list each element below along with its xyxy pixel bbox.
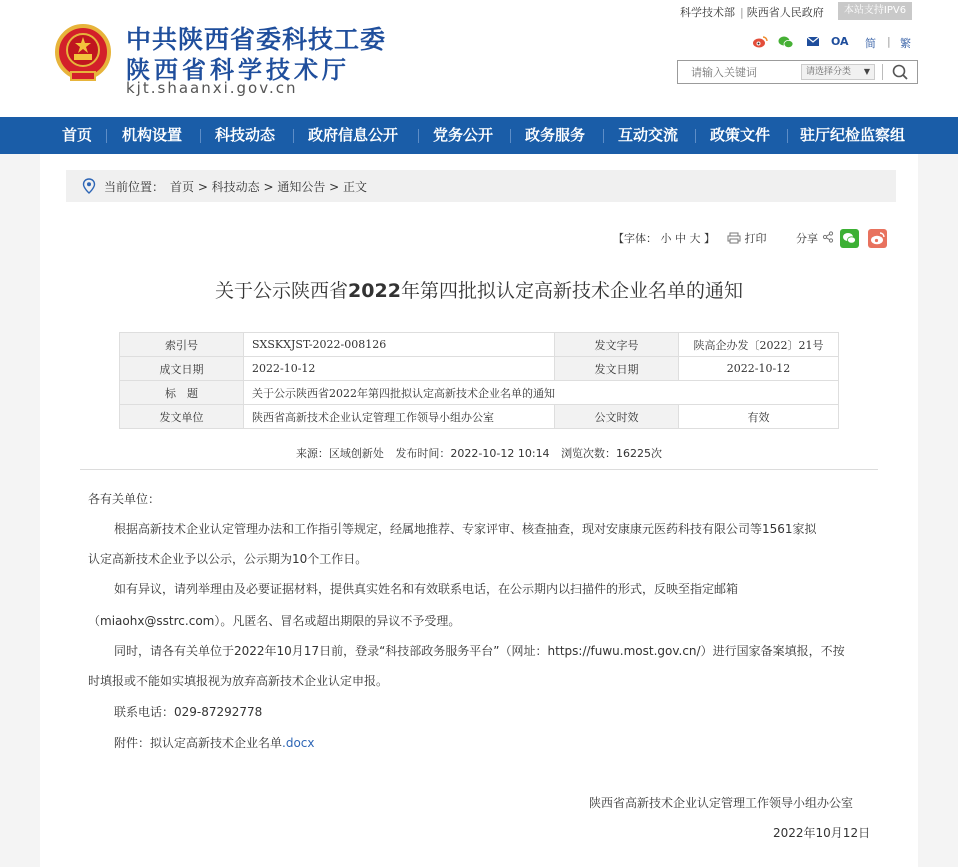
meta-issuer-value: 陕西省高新技术企业认定管理工作领导小组办公室 — [244, 405, 555, 429]
chevron-down-icon: ▼ — [863, 67, 870, 76]
article-publish-time: 发布时间：2022-10-12 10:14 — [395, 447, 550, 460]
share-weibo-button[interactable] — [868, 229, 887, 248]
breadcrumb — [66, 170, 896, 202]
font-size-tool — [613, 230, 715, 246]
share-wechat-button[interactable] — [840, 229, 859, 248]
search-divider — [882, 64, 883, 80]
font-small-button[interactable]: 小 — [660, 232, 672, 245]
content-divider — [80, 469, 878, 470]
nav-item-gov-info[interactable]: 政府信息公开 — [308, 126, 399, 144]
attachment-line — [114, 734, 315, 751]
font-tool-close: 】 — [704, 232, 715, 245]
contact-phone: 联系电话：029-87292778 — [114, 705, 263, 719]
font-large-button[interactable]: 大 — [689, 232, 701, 245]
title-prefix: 关于公示陕西省 — [215, 280, 349, 302]
ipv6-badge: 本站支持IPV6 — [838, 2, 912, 20]
main-nav — [0, 117, 958, 154]
location-pin-icon — [82, 178, 96, 194]
title-year: 2022 — [348, 280, 401, 302]
nav-divider — [695, 129, 696, 143]
meta-subject-value: 关于公示陕西省2022年第四批拟认定高新技术企业名单的通知 — [244, 381, 839, 405]
paragraph-1-line-1: 根据高新技术企业认定管理办法和工作指引等规定，经属地推荐、专家评审、核查抽查，现对安康康元医药科技有限公司等1561家拟 — [114, 522, 817, 536]
paragraph-1-line-2: 认定高新技术企业予以公示，公示期为10个工作日。 — [88, 552, 368, 566]
nav-divider — [510, 129, 511, 143]
meta-index-label: 索引号 — [120, 333, 244, 357]
meta-validity-value: 有效 — [679, 405, 839, 429]
paragraph-3-line-2: 时填报或不能如实填报视为放弃高新技术企业认定申报。 — [88, 674, 389, 688]
top-link-gov[interactable]: 陕西省人民政府 — [746, 6, 824, 19]
nav-item-home[interactable]: 首页 — [62, 126, 93, 144]
search-button[interactable] — [886, 62, 916, 82]
site-header — [0, 0, 958, 117]
meta-doc-no-value: 陕高企办发〔2022〕21号 — [679, 333, 839, 357]
article-card — [40, 154, 918, 867]
top-links: 科学技术部 | 陕西省人民政府 — [680, 6, 824, 19]
nav-item-tech-news[interactable]: 科技动态 — [215, 126, 276, 144]
lang-traditional-link[interactable]: 繁 — [900, 37, 911, 50]
meta-created-value: 2022-10-12 — [244, 357, 555, 381]
signature-date: 2022年10月12日 — [773, 826, 871, 840]
site-name-line2: 陕西省科学技术厅 — [126, 56, 350, 84]
site-domain: kjt.shaanxi.gov.cn — [126, 79, 298, 97]
attachment-label: 附件： — [114, 736, 151, 750]
search-icon — [886, 62, 916, 82]
nav-item-party-affairs[interactable]: 党务公开 — [433, 126, 494, 144]
meta-issued-value: 2022-10-12 — [679, 357, 839, 381]
nav-divider — [787, 129, 788, 143]
printer-icon — [727, 232, 741, 244]
signature: 陕西省高新技术企业认定管理工作领导小组办公室 — [589, 796, 854, 810]
nav-divider — [106, 129, 107, 143]
print-label: 打印 — [744, 232, 767, 245]
nav-divider — [200, 129, 201, 143]
lang-divider: | — [887, 35, 891, 48]
nav-divider — [293, 129, 294, 143]
article-info-line — [0, 445, 958, 461]
font-tool-label: 【字体： — [613, 232, 657, 245]
meta-doc-no-label: 发文字号 — [555, 333, 679, 357]
article-source: 来源：区域创新处 — [295, 447, 384, 460]
attachment-link[interactable]: .docx — [282, 736, 315, 750]
nav-divider — [603, 129, 604, 143]
paragraph-2-line-1: 如有异议，请列举理由及必要证据材料，提供真实姓名和有效联系电话，在公示期内以扫描件的形式，反映至指定邮箱 — [114, 582, 739, 596]
search-category-select[interactable] — [801, 64, 875, 80]
weibo-icon — [868, 229, 887, 248]
meta-index-value: SXSKXJST-2022-008126 — [244, 333, 555, 357]
document-meta-table — [119, 332, 839, 429]
wechat-icon — [840, 229, 859, 248]
meta-issuer-label: 发文单位 — [120, 405, 244, 429]
breadcrumb-path[interactable]: 首页 > 科技动态 > 通知公告 > 正文 — [170, 180, 368, 194]
article-title — [0, 276, 958, 303]
article-views: 浏览次数：16225次 — [561, 447, 663, 460]
meta-validity-label: 公文时效 — [555, 405, 679, 429]
site-name-line1: 中共陕西省委科技工委 — [126, 25, 387, 54]
nav-item-gov-services[interactable]: 政务服务 — [525, 126, 586, 144]
wechat-icon[interactable] — [778, 35, 794, 52]
weibo-icon[interactable] — [752, 35, 768, 52]
title-suffix: 年第四批拟认定高新技术企业名单的通知 — [400, 280, 743, 302]
salutation: 各有关单位： — [88, 492, 161, 506]
paragraph-2-line-2: （miaohx@sstrc.com）。凡匿名、冒名或超出期限的异议不予受理。 — [88, 614, 461, 628]
meta-created-label: 成文日期 — [120, 357, 244, 381]
meta-issued-label: 发文日期 — [555, 357, 679, 381]
paragraph-3-line-1: 同时，请各有关单位于2022年10月17日前，登录“科技部政务服务平台”（网址：https://fuwu.most.gov.cn/）进行国家备案填报，不按 — [114, 644, 845, 658]
search-category-label: 请选择分类 — [806, 67, 852, 77]
search-box — [677, 60, 918, 84]
top-link-most[interactable]: 科学技术部 — [680, 6, 735, 19]
meta-subject-label: 标 题 — [120, 381, 244, 405]
lang-simplified-link[interactable]: 简 — [865, 37, 876, 50]
nav-item-inspection[interactable]: 驻厅纪检监察组 — [800, 126, 906, 144]
nav-item-organization[interactable]: 机构设置 — [122, 126, 183, 144]
font-medium-button[interactable]: 中 — [675, 232, 686, 245]
attachment-name[interactable]: 拟认定高新技术企业名单 — [150, 736, 283, 750]
share-label: 分享 — [796, 232, 818, 245]
nav-item-interaction[interactable]: 互动交流 — [618, 126, 679, 144]
nav-divider — [418, 129, 419, 143]
share-tool — [796, 230, 834, 246]
share-icon — [822, 231, 834, 243]
nav-item-policy[interactable]: 政策文件 — [710, 126, 771, 144]
oa-link[interactable]: OA — [831, 35, 849, 48]
national-emblem-icon — [55, 24, 111, 84]
print-button[interactable] — [727, 230, 767, 246]
search-input[interactable] — [679, 62, 797, 82]
breadcrumb-label: 当前位置： — [104, 180, 165, 194]
mail-icon[interactable] — [806, 35, 820, 50]
